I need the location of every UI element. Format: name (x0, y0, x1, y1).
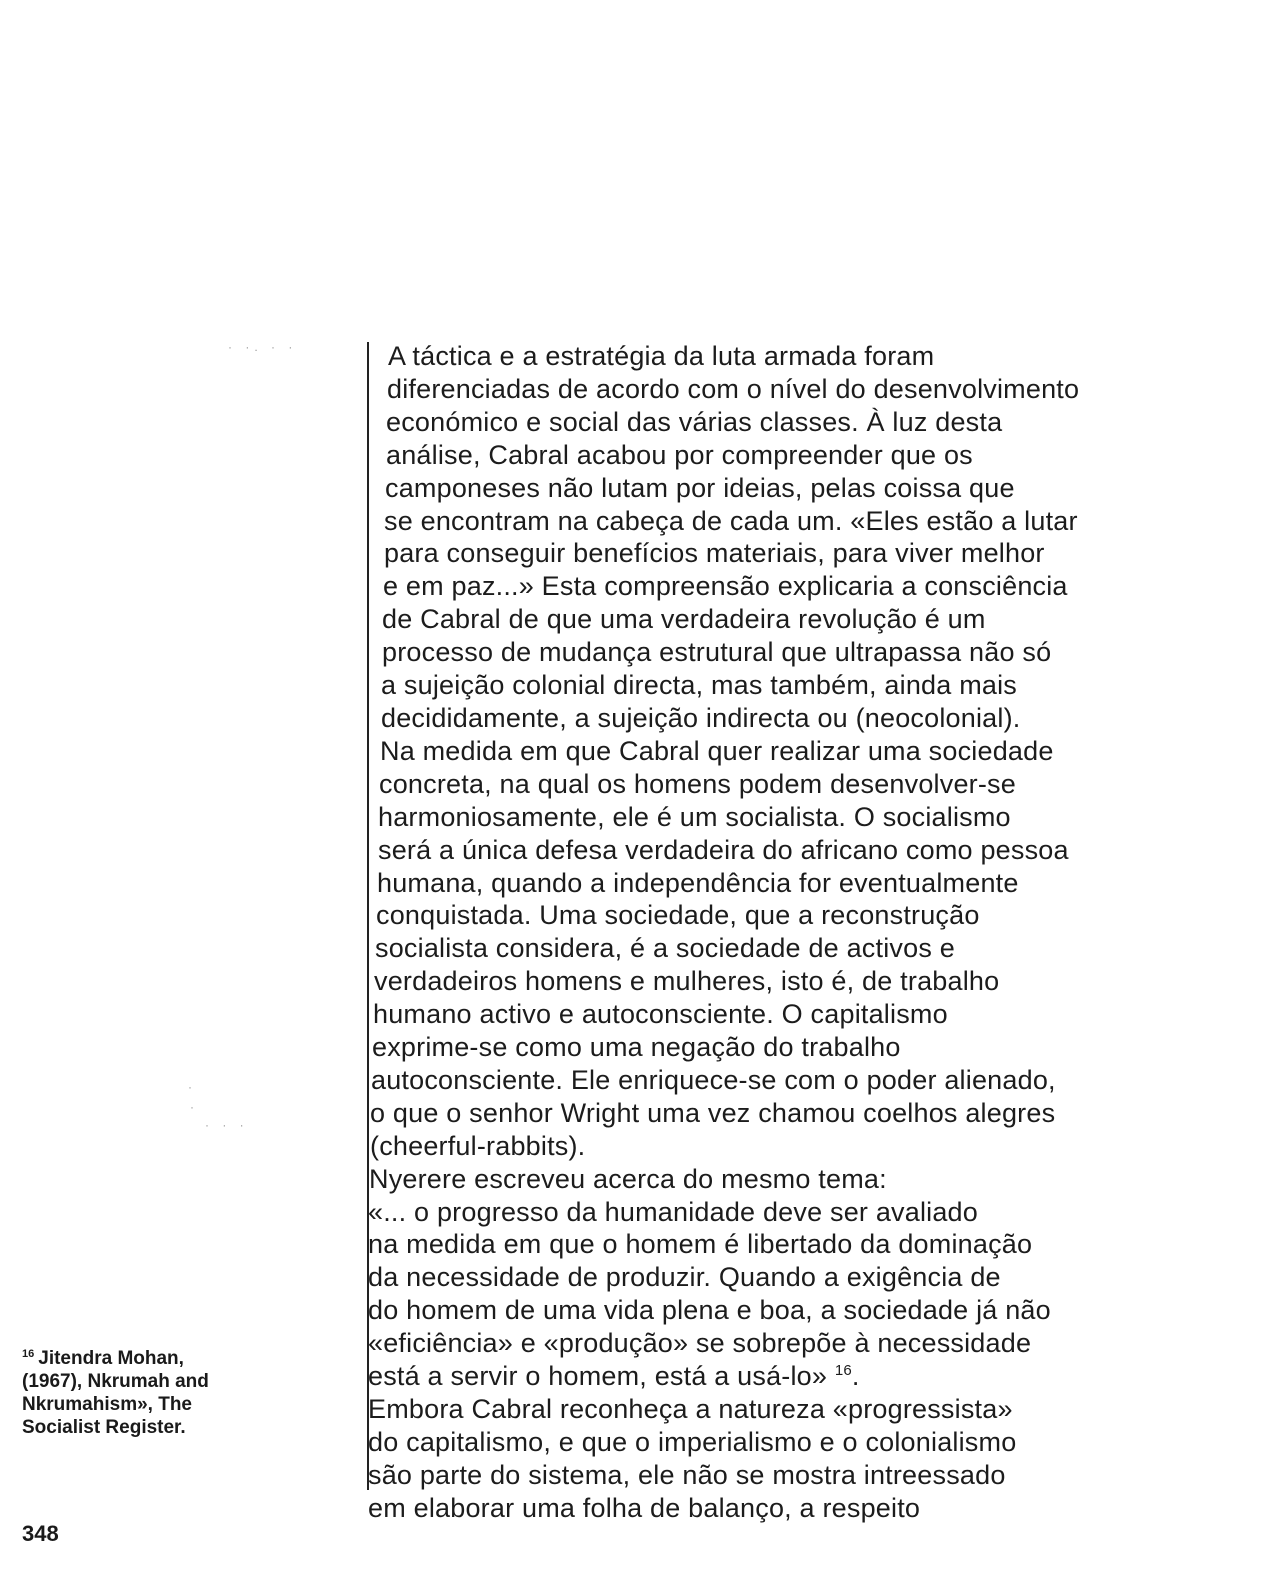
text-line: a sujeição colonial directa, mas também, ainda mais (381, 670, 1017, 701)
text-line: «eficiência» e «produção» se sobrepõe à necessidade (368, 1328, 1032, 1359)
text-line: na medida em que o homem é libertado da dominação (368, 1229, 1033, 1260)
text-line: em elaborar uma folha de balanço, a respeito (368, 1492, 921, 1523)
footnote-line: Nkrumahism», The (22, 1394, 192, 1415)
text-line: conquistada. Uma sociedade, que a reconstrução (376, 900, 980, 931)
text-line: decididamente, a sujeição indirecta ou (neocolonial). (381, 702, 1021, 733)
text-line: do homem de uma vida plena e boa, a sociedade já não (368, 1295, 1051, 1326)
footnote-reference: 16 (834, 1362, 852, 1380)
text-line: concreta, na qual os homens podem desenvolver-se (379, 768, 1016, 799)
page-number: 348 (22, 1521, 59, 1546)
text-line: processo de mudança estrutural que ultrapassa não só (382, 637, 1052, 668)
text-line: socialista considera, é a sociedade de activos e (375, 933, 955, 964)
text-line: «... o progresso da humanidade deve ser avaliado (368, 1196, 978, 1227)
text-line: o que o senhor Wright uma vez chamou coelhos alegres (370, 1097, 1056, 1128)
footnote-line (22, 1347, 282, 1370)
text-line: Na medida em que Cabral quer realizar uma sociedade (380, 735, 1054, 766)
main-text-column (368, 340, 1228, 1525)
margin-footnote (22, 1347, 282, 1439)
text-line: económico e social das várias classes. À luz desta (386, 406, 1003, 437)
text-line: harmoniosamente, ele é um socialista. O socialismo (378, 801, 1011, 832)
text-line: Embora Cabral reconheça a natureza «progressista» (368, 1394, 1013, 1424)
scan-speck: · · · (205, 1118, 249, 1132)
text-line: análise, Cabral acabou por compreender que os (386, 439, 973, 470)
text-line: será a única defesa verdadeira do africano como pessoa (378, 834, 1069, 865)
text-line: e em paz...» Esta compreensão explicaria a consciência (383, 571, 1068, 602)
text-line: do capitalismo, e que o imperialismo e o colonialismo (368, 1426, 1017, 1457)
footnote-line: (1967), Nkrumah and (22, 1371, 209, 1392)
text-line: de Cabral de que uma verdadeira revolução é um (382, 604, 986, 635)
text-line-with-footnote-ref (368, 1360, 1228, 1393)
footnote-ref-punctuation: . (851, 1361, 860, 1392)
text-line: humano activo e autoconsciente. O capitalismo (373, 999, 948, 1030)
text-line: verdadeiros homens e mulheres, isto é, de trabalho (374, 966, 1000, 997)
text-line: se encontram na cabeça de cada um. «Eles estão a lutar (384, 505, 1078, 536)
text-line: são parte do sistema, ele não se mostra intreessado (368, 1459, 1006, 1490)
text-line: está a servir o homem, está a usá-lo» (368, 1361, 828, 1392)
footnote-line: Socialist Register. (22, 1417, 186, 1438)
text-line: (cheerful-rabbits). (370, 1130, 586, 1161)
text-line: Nyerere escreveu acerca do mesmo tema: (369, 1163, 887, 1194)
text-line: camponeses não lutam por ideias, pelas coissa que (385, 472, 1015, 503)
text-line: para conseguir benefícios materiais, para viver melhor (384, 538, 1045, 569)
text-line: humana, quando a independência for eventualmente (377, 867, 1019, 898)
scan-speck: · (188, 1080, 197, 1094)
text-line: autoconsciente. Ele enriquece-se com o poder alienado, (371, 1064, 1056, 1095)
footnote-number: 16 (22, 1348, 35, 1360)
text-line: exprime-se como uma negação do trabalho (372, 1032, 901, 1063)
scan-speck: · (190, 1100, 199, 1114)
text-line: diferenciadas de acordo com o nível do desenvolvimento (387, 373, 1080, 404)
text-line: da necessidade de produzir. Quando a exigência de (368, 1262, 1001, 1293)
footnote-text: Jitendra Mohan, (38, 1348, 184, 1369)
text-line: A táctica e a estratégia da luta armada foram (388, 341, 935, 371)
scan-speck: · ·. · · (228, 340, 298, 354)
